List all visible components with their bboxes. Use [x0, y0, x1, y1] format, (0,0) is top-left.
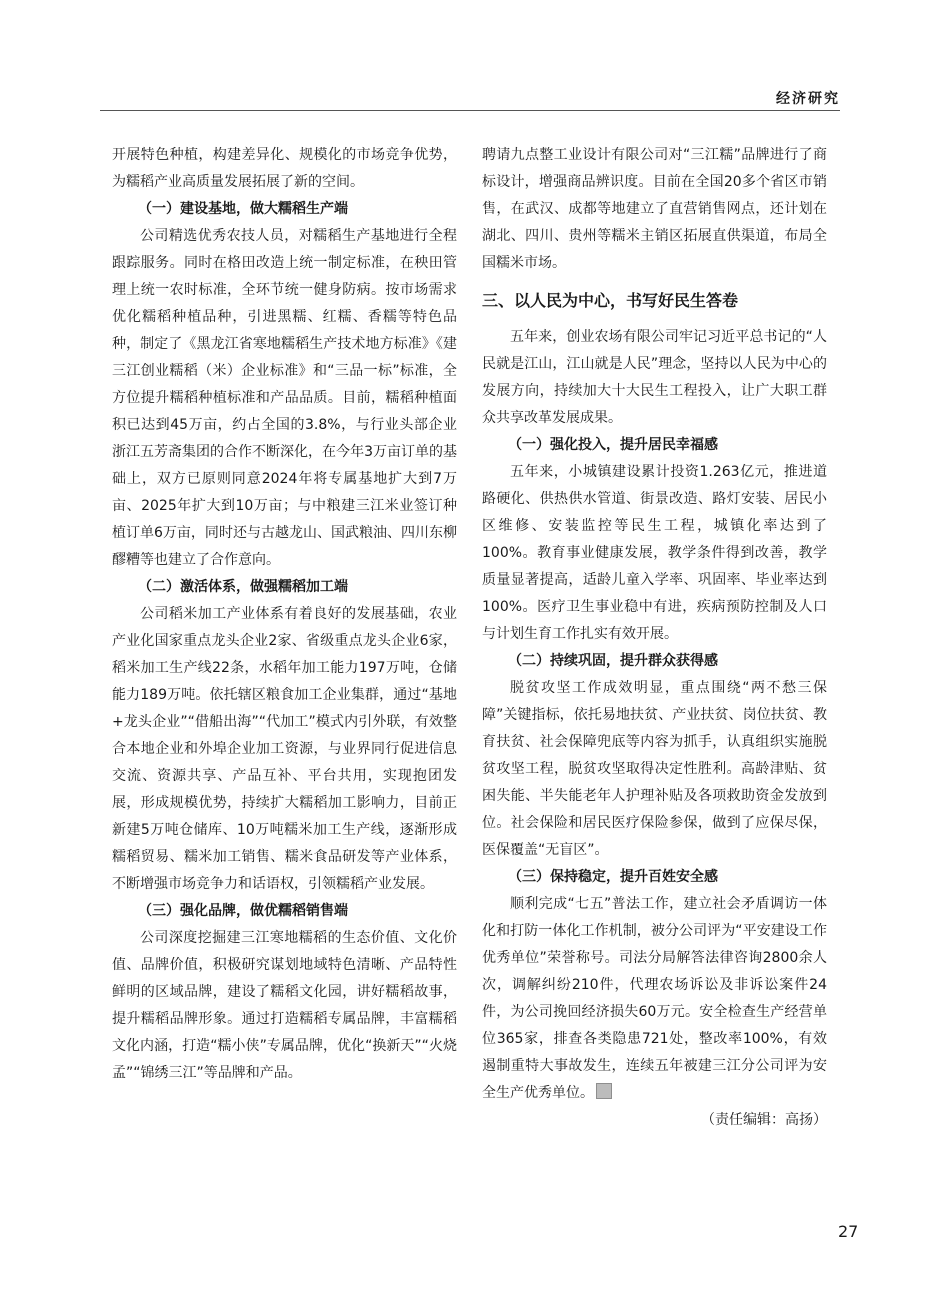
- paragraph: 公司稻米加工产业体系有着良好的发展基础，农业产业化国家重点龙头企业2家、省级重点龙头企业6家，稻米加工生产线22条，水稻年加工能力197万吨，仓储能力189万吨。依托辖区粮食加工企业集群，通过“基地+龙头企业”“借船出海”“代加工”模式内引外联，有效整合本地企业和外埠企业加工资源，与业界同行促进信息交流、资源共享、产品互补、平台共用，实现抱团发展，形成规模优势，持续扩大糯稻加工影响力，目前正新建5万吨仓储库、10万吨糯米加工生产线，逐渐形成糯稻贸易、糯米加工销售、糯米食品研发等产业体系，不断增强市场竞争力和话语权，引领糯稻产业发展。: [112, 606, 457, 892]
- right-column: [482, 142, 827, 1134]
- section-label: 经济研究: [776, 91, 840, 107]
- paragraph-final: [482, 891, 827, 1107]
- paragraph: 公司深度挖掘建三江寒地糯稻的生态价值、文化价值、品牌价值，积极研究谋划地域特色清晰、产品特性鲜明的区域品牌，建设了糯稻文化园，讲好糯稻故事，提升糯稻品牌形象。通过打造糯稻专属品牌，丰富糯稻文化内涵，打造“糯小侠”专属品牌，优化“换新天”“火烧孟”“锦绣三江”等品牌和产品。: [112, 930, 457, 1081]
- subheading-build-base: （一）建设基地，做大糯稻生产端: [138, 201, 348, 217]
- paragraph: 五年来，创业农场有限公司牢记习近平总书记的“人民就是江山，江山就是人民”理念，坚持以人民为中心的发展方向，持续加大十大民生工程投入，让广大职工群众共享改革发展成果。: [482, 329, 827, 426]
- editor-credit: （责任编辑：高扬）: [701, 1112, 827, 1128]
- paragraph: 脱贫攻坚工作成效明显，重点围绕“两不愁三保障”关键指标，依托易地扶贫、产业扶贫、岗位扶贫、教育扶贫、社会保障兜底等内容为抓手，认真组织实施脱贫攻坚工程，脱贫攻坚取得决定性胜利。高龄津贴、贫困失能、半失能老年人护理补贴及各项救助资金发放到位。社会保险和居民医疗保险参保，做到了应保尽保，医保覆盖“无盲区”。: [482, 680, 827, 858]
- subheading-processing: （二）激活体系，做强糯稻加工端: [138, 579, 348, 595]
- end-mark-icon: [596, 1083, 612, 1099]
- paragraph: 聘请九点整工业设计有限公司对“三江糯”品牌进行了商标设计，增强商品辨识度。目前在全国20多个省区市销售，在武汉、成都等地建立了直营销售网点，还计划在湖北、四川、贵州等糯米主销区拓展直供渠道，布局全国糯米市场。: [482, 147, 827, 271]
- section-heading-people: 三、以人民为中心，书写好民生答卷: [482, 291, 739, 310]
- paragraph: 开展特色种植，构建差异化、规模化的市场竞争优势，为糯稻产业高质量发展拓展了新的空间。: [112, 147, 457, 190]
- left-column: [112, 142, 457, 1087]
- header-rule: [100, 110, 840, 111]
- page-number: 27: [838, 1222, 859, 1241]
- paragraph-final-text: 顺利完成“七五”普法工作，建立社会矛盾调访一体化和打防一体化工作机制，被分公司评为“平安建设工作优秀单位”荣誉称号。司法分局解答法律咨询2800余人次，调解纠纷210件，代理农场诉讼及非诉讼案件24件，为公司挽回经济损失60万元。安全检查生产经营单位365家，排查各类隐患721处，整改率100%，有效遏制重特大事故发生，连续五年被建三江分公司评为安全生产优秀单位。: [482, 896, 827, 1101]
- paragraph: 公司精选优秀农技人员，对糯稻生产基地进行全程跟踪服务。同时在格田改造上统一制定标准，在秧田管理上统一农时标准，全环节统一健身防病。按市场需求优化糯稻种植品种，引进黑糯、红糯、香糯等特色品种，制定了《黑龙江省寒地糯稻生产技术地方标准》《建三江创业糯稻（米）企业标准》和“三品一标”标准，全方位提升糯稻种植标准和产品品质。目前，糯稻种植面积已达到45万亩，约占全国的3.8%，与行业头部企业浙江五芳斋集团的合作不断深化，在今年3万亩订单的基础上，双方已原则同意2024年将专属基地扩大到7万亩、2025年扩大到10万亩；与中粮建三江米业签订种植订单6万亩，同时还与古越龙山、国武粮油、四川东柳醪糟等也建立了合作意向。: [112, 228, 457, 568]
- subheading-investment: （一）强化投入，提升居民幸福感: [508, 437, 718, 453]
- subheading-brand: （三）强化品牌，做优糯稻销售端: [138, 903, 348, 919]
- paragraph: 五年来，小城镇建设累计投资1.263亿元，推进道路硬化、供热供水管道、街景改造、路灯安装、居民小区维修、安装监控等民生工程，城镇化率达到了100%。教育事业健康发展，教学条件得到改善，教学质量显著提高，适龄儿童入学率、巩固率、毕业率达到100%。医疗卫生事业稳中有进，疾病预防控制及人口与计划生育工作扎实有效开展。: [482, 464, 827, 642]
- subheading-consolidate: （二）持续巩固，提升群众获得感: [508, 653, 718, 669]
- subheading-stability: （三）保持稳定，提升百姓安全感: [508, 869, 718, 885]
